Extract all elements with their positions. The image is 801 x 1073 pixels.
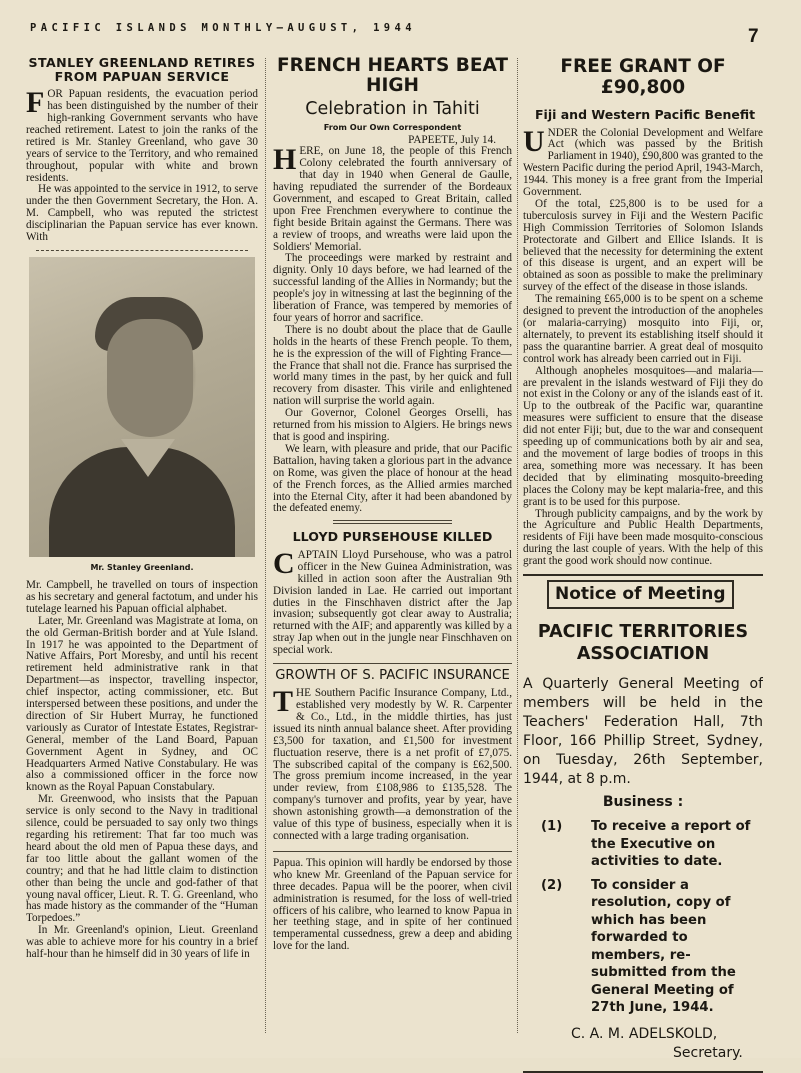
column-rule-left [265,58,266,1033]
french-paragraph-1: ERE, on June 18, the people of this French Colony celebrated the fourth anniversary of that day in 1940 when General de Gaulle, having repudiated the surrender of the Bordeaux Government, and escaped to Great Britain, called upon Free Frenchmen everywhere to continue the fight beside Britain against the Germans. There was a review of troops, and wreaths were laid upon the Soldiers' Memorial. [273,145,512,253]
french-paragraph-3: There is no doubt about the place that de Gaulle holds in the hearts of these French people. To them, he is the expression of the will of Fighting France—the France that shall not die. France has surprised the world many times in the past, by her quick and full recovery from disaster. This virile and enlightened nation will surprise the world again. [273,323,512,408]
grant-paragraph-1: NDER the Colonial Development and Welfare Act (which was passed by the British Parliament in 1940), £90,800 was granted to the Western Pacific during the period April, 1943-March, 1944. This money is a free grant from the Imperial Government. [523,126,763,199]
association-name: PACIFIC TERRITORIES ASSOCIATION [537,622,749,665]
pursehouse-headline: LLOYD PURSEHOUSE KILLED [292,529,493,545]
agenda-item-text: To receive a report of the Executive on activities to date. [591,819,751,870]
page-number: 7 [748,26,759,47]
greenland-paragraph-2: He was appointed to the service in 1912, to serve under the then Government Secretary, the Hon. A. M. Campbell, who was reputed the strictest disciplinarian the Papuan service has ever known. With [26,183,258,244]
insurance-drop-cap: T [273,685,294,719]
french-dateline: PAPEETE, July 14. [408,134,496,147]
french-drop-cap: H [273,143,297,177]
greenland-paragraph-6: In Mr. Greenland's opinion, Lieut. Greenland was able to achieve more for his country in a brief half-hour than he himself did in 30 years of life in [26,924,258,961]
greenland-paragraph-3: Mr. Campbell, he travelled on tours of inspection as his secretary and general factotum, and under his tutelage learned his Papuan official alphabet. [26,578,258,615]
greenland-article-body [26,86,258,244]
column-rule-right [517,58,518,1033]
greenland-paragraph-1: OR Papuan residents, the evacuation period has been distinguished by the number of their high-ranking Government servants who have reached retirement. Latest to join the ranks of the retired is Mr. Stanley Greenland, who gave 30 years of service to the Territory, and who remained throughout, popular with white and brown residents. [26,88,258,184]
grant-paragraph-4: Although anopheles mosquitoes—and malaria—are prevalent in the islands westward of Fiji they do not exist in the Colony or any of the islands east of it. Up to the outbreak of the Pacific war, quarantine measures were sufficient to ensure that the disease did not enter Fiji; but, due to the war and consequent speeding up of communications both by air and sea, and the movement of large bodies of troops in this area, something more was necessary. It has been decided that by eliminating mosquito-breeding places the Colony may be kept malaria-free, and this grant is to be used for this purpose. [523,364,763,508]
greenland-article-body-cont [26,580,258,961]
notice-top-rule [523,574,763,576]
insurance-headline: GROWTH OF S. PACIFIC INSURANCE [275,668,510,684]
pursehouse-divider [333,520,452,521]
insurance-paragraph-1: HE Southern Pacific Insurance Company, Ltd., established very modestly by W. R. Carpenter & Co., Ltd., in the middle thirties, has just issued its ninth annual balance sheet. After providing £3,500 for taxation, and £1,500 for investment fluctuation reserve, there is a net profit of £7,075. The subscribed capital of the company is £62,500. The gross premium income increased, in the year under review, from £108,986 to £135,528. The company's turnover and profits, year by year, have shown astonishing growth—a demonstration of the value of this type of business, especially when it is connected with a large trading organisation. [273,687,512,842]
pursehouse-article-body [273,546,512,657]
greenland-continuation-text: Papua. This opinion will hardly be endorsed by those who knew Mr. Greenland of the Papuan service for three decades. Papua will be the poorer, when civil administration is resumed, for the loss of well-tried officers of his calibre, who learned to know Papua in her teething stage, and in spite of her continued temperamental cussedness, grew a deep and abiding love for the land. [273,856,512,953]
grant-headline: FREE GRANT OF £90,800 [560,56,726,98]
greenland-drop-cap: F [26,86,45,120]
grant-paragraph-3: The remaining £65,000 is to be spent on a scheme designed to prevent the introduction of the anopheles (or malaria-carrying) mosquito into Fiji, or, alternately, to prevent its establishing itself should it pass the quarantine barrier. A great deal of mosquito control work has already been carried out in Fiji. [523,293,763,365]
grant-paragraph-2: Of the total, £25,800 is to be used for a tuberculosis survey in Fiji and the Western Pacific High Commission Territories of Solomon Islands Protectorate and Gilbert and Ellice Islands. It is believed that the necessity for determining the extent of this disease is urgent, and an expert will be obtained as soon as possible to make the preliminary survey of the effect of the disease in those islands. [523,197,763,294]
french-paragraph-4: Our Governor, Colonel Georges Orselli, has returned from his mission to Algiers. He brings news that is good and inspiring. [273,407,512,443]
column-french [273,56,512,953]
grant-article-body [523,124,763,569]
greenland-paragraph-4: Later, Mr. Greenland was Magistrate at Ioma, on the old German-British border and at Yule Island. In 1917 he was appointed to the Department of Native Affairs, Port Moresby, and until his recent retirement held administrative rank in that Department—as inspector, travelling inspector, chief inspector, acting commissioner, etc. But interspersed between these positions, and under the direction of Sir Hubert Murray, he functioned variously as Curator of Intestate Estates, Registrar-General, member of the Land Board, Papuan Government Agent in Sydney, and OC Headquarters Armed Native Constabulary. He was also a commissioned officer in the force now known as the Royal Papuan Constabulary. [26,614,258,794]
greenland-continuation [273,858,512,953]
pursehouse-drop-cap: C [273,546,295,580]
french-subhead: Celebration in Tahiti [305,99,480,119]
french-article-body [273,143,512,515]
continuation-divider [273,851,512,852]
notice-title-box [547,580,734,609]
photo-caption: Mr. Stanley Greenland. [90,562,194,572]
agenda-item-number: (1) [541,819,563,835]
meeting-notice-text: A Quarterly General Meeting of members will be held in the Teachers' Federation Hall, 7th Floor, 166 Phillip Street, Sydney, on Tuesday, 26th September, 1944, at 8 p.m. [523,676,763,788]
grant-subhead: Fiji and Western Pacific Benefit [535,107,756,122]
french-byline: From Our Own Correspondent [323,122,462,133]
agenda-item [523,818,763,871]
column-grant [523,56,763,1073]
column-greenland [26,56,258,961]
meeting-notice [523,675,763,812]
running-header: PACIFIC ISLANDS MONTHLY—AUGUST, 1944 [30,22,416,34]
grant-paragraph-5: Through publicity campaigns, and by the work by the Agriculture and Public Health Departments, residents of Fiji have been made mosquito-conscious during the last couple of years. With the help of this grant the good work should now continue. [523,507,763,568]
grant-drop-cap: U [523,124,545,158]
pursehouse-paragraph-1: APTAIN Lloyd Pursehouse, who was a patrol officer in the New Guinea Administration, was killed in action soon after the Australian 9th Division landed in Lae. He carried out important duties in the Finschhaven district after the Jap invasion; subsequently got clear away to Australia; returned with the AIF; and apparently was killed by a stray Jap when out in the jungle near Finschhaven on special work. [273,548,512,657]
signatory-title: Secretary. [673,1044,743,1061]
greenland-paragraph-5: Mr. Greenwood, who insists that the Papuan service is only second to the Navy in traditional silence, could be persuaded to say only two things regarding his retirement: That far too much was heard about the old men of Papua these days, and far too little about the gallant women of the country; and that he had little claim to distinction other than being the uncle and god-father of that young naval officer, Lieut. R. T. G. Greenland, who has made history as the commander of the “Human Torpedoes.” [26,793,258,925]
signatory-name: C. A. M. ADELSKOLD, [571,1025,718,1042]
notice-box-title: Notice of Meeting [555,584,726,605]
agenda-item [523,877,763,1017]
french-headline: FRENCH HEARTS BEAT HIGH [277,56,508,96]
photo-divider [36,250,248,251]
french-paragraph-2: The proceedings were marked by restraint and dignity. Only 10 days before, we had learned of the successful landing of the Allies in Normandy; but the people's joy in witnessing at last the beginning of the liberation of France, was tempered by memories of four years of horror and sacrifice. [273,252,512,324]
business-label: Business : [602,794,684,811]
agenda-item-number: (2) [541,877,563,893]
french-paragraph-5: We learn, with pleasure and pride, that our Pacific Battalion, having taken a glorious part in the advance on Rome, was given the place of honour at the head of the French forces, as the Allied armies marched into the Eternal City, after it had been abandoned by the defeated enemy. [273,442,512,515]
greenland-headline: STANLEY GREENLAND RETIRES FROM PAPUAN SERVICE [28,56,256,84]
agenda-item-text: To consider a resolution, copy of which has been forwarded to members, re-submitted from the General Meeting of 27th June, 1944. [591,877,736,1016]
insurance-divider [273,663,512,664]
notice-bottom-rule [523,1071,763,1073]
insurance-article-body [273,685,512,843]
greenland-portrait-photo [29,257,255,557]
